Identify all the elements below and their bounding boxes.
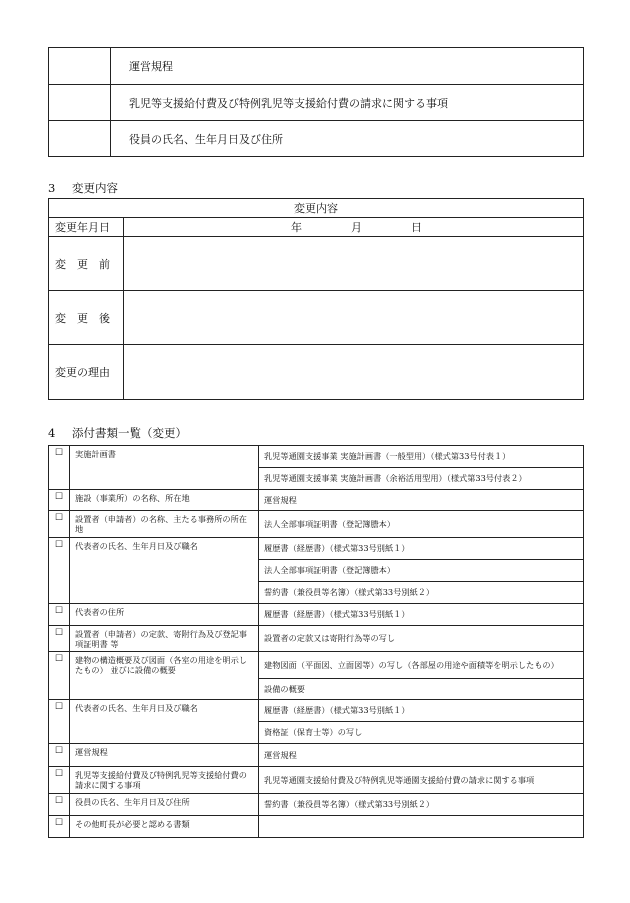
change-before-label: 変 更 前 — [49, 237, 124, 291]
attachment-checkbox[interactable]: ☐ — [49, 816, 70, 838]
attachment-doc: 建物図面（平面図、立面図等）の写し（各部屋の用途や面積等を明示したもの） — [259, 652, 584, 679]
attachment-checkbox[interactable]: ☐ — [49, 794, 70, 816]
top-table-blank-cell — [49, 121, 111, 157]
attachment-doc: 法人全部事項証明書（登記簿謄本） — [259, 511, 584, 538]
attachment-doc: 乳児等通園支援給付費及び特例乳児等通園支援給付費の請求に関する事項 — [259, 767, 584, 794]
attachment-checkbox[interactable]: ☐ — [49, 625, 70, 652]
attachment-item: 設置者（申請者）の名称、主たる事務所の所在地 — [70, 511, 259, 538]
attachment-item: その他町長が必要と認める書類 — [70, 816, 259, 838]
date-year: 年 — [291, 221, 302, 234]
change-before-field[interactable] — [124, 237, 584, 291]
attachment-doc: 設備の概要 — [259, 679, 584, 700]
change-reason-field[interactable] — [124, 345, 584, 400]
section3-title: 変更内容 — [72, 181, 118, 195]
attachment-item: 運営規程 — [70, 744, 259, 767]
attachment-checkbox[interactable]: ☐ — [49, 744, 70, 767]
attachment-checkbox[interactable]: ☐ — [49, 652, 70, 700]
date-day: 日 — [411, 221, 422, 234]
attachment-doc: 履歴書（経歴書）（様式第33号別紙１） — [259, 537, 584, 559]
top-table-blank-cell — [49, 48, 111, 85]
top-table-row: 運営規程 — [111, 48, 584, 85]
attachment-item: 代表者の氏名、生年月日及び職名 — [70, 700, 259, 744]
section4-number: 4 — [48, 426, 56, 440]
attachment-item: 施設（事業所）の名称、所在地 — [70, 490, 259, 511]
attachment-item: 建物の構造概要及び図面（各室の用途を明示したもの） 並びに設備の概要 — [70, 652, 259, 700]
attachment-doc: 履歴書（経歴書）（様式第33号別紙１） — [259, 603, 584, 625]
attachment-doc: 乳児等通園支援事業 実施計画書（一般型用）（様式第33号付表１） — [259, 446, 584, 468]
attachment-doc: 法人全部事項証明書（登記簿謄本） — [259, 559, 584, 581]
attachment-doc: 資格証（保育士等）の写し — [259, 722, 584, 744]
change-table-header: 変更内容 — [49, 199, 584, 218]
attachment-doc: 運営規程 — [259, 744, 584, 767]
change-date-cell[interactable] — [124, 218, 584, 237]
date-month: 月 — [351, 221, 362, 234]
change-reason-label: 変更の理由 — [49, 345, 124, 400]
attachment-doc: 設置者の定款又は寄附行為等の写し — [259, 625, 584, 652]
attachment-doc: 乳児等通園支援事業 実施計画書（余裕活用型用）（様式第33号付表２） — [259, 468, 584, 490]
change-table — [48, 198, 584, 400]
section4-title: 添付書類一覧（変更） — [72, 426, 187, 440]
top-table-row: 役員の氏名、生年月日及び住所 — [111, 121, 584, 157]
attachment-doc: 誓約書（兼役員等名簿）（様式第33号別紙２） — [259, 581, 584, 603]
attachment-checkbox[interactable]: ☐ — [49, 767, 70, 794]
attachment-item: 乳児等支援給付費及び特例乳児等支援給付費の請求に関する事項 — [70, 767, 259, 794]
section3-heading — [48, 180, 118, 196]
attachment-doc: 運営規程 — [259, 490, 584, 511]
top-table-blank-cell — [49, 85, 111, 121]
attachment-checkbox[interactable]: ☐ — [49, 603, 70, 625]
attachment-item: 代表者の住所 — [70, 603, 259, 625]
change-date-label: 変更年月日 — [49, 218, 124, 237]
attachment-checkbox[interactable]: ☐ — [49, 446, 70, 490]
attachment-table — [48, 445, 584, 838]
attachment-item: 設置者（申請者）の定款、寄附行為及び登記事項証明書 等 — [70, 625, 259, 652]
attachment-checkbox[interactable]: ☐ — [49, 700, 70, 744]
attachment-doc: 誓約書（兼役員等名簿）（様式第33号別紙２） — [259, 794, 584, 816]
attachment-doc — [259, 816, 584, 838]
change-after-field[interactable] — [124, 291, 584, 345]
section4-heading — [48, 425, 187, 441]
attachment-checkbox[interactable]: ☐ — [49, 490, 70, 511]
change-after-label: 変 更 後 — [49, 291, 124, 345]
top-table — [48, 47, 584, 157]
attachment-doc: 履歴書（経歴書）（様式第33号別紙１） — [259, 700, 584, 722]
attachment-checkbox[interactable]: ☐ — [49, 511, 70, 538]
attachment-item: 実施計画書 — [70, 446, 259, 490]
attachment-checkbox[interactable]: ☐ — [49, 537, 70, 603]
section3-number: 3 — [48, 181, 56, 195]
attachment-item: 代表者の氏名、生年月日及び職名 — [70, 537, 259, 603]
attachment-item: 役員の氏名、生年月日及び住所 — [70, 794, 259, 816]
top-table-row: 乳児等支援給付費及び特例乳児等支援給付費の請求に関する事項 — [111, 85, 584, 121]
